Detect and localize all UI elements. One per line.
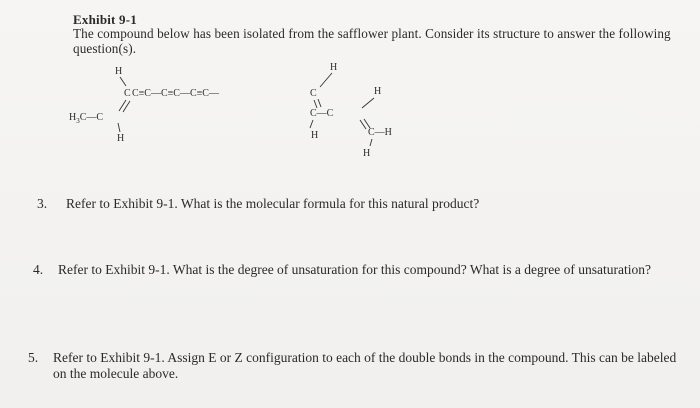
atom-h-bottom-right: H <box>363 148 371 159</box>
molecule-structure <box>60 58 420 168</box>
atom-h-right: H <box>374 86 382 97</box>
question-text: Refer to Exhibit 9-1. Assign E or Z configuration to each of the double bonds in the compound. This can be labeled on the molecule above. <box>53 350 677 381</box>
bond-line <box>310 120 313 128</box>
atom-c-alkene-2: C <box>310 88 317 99</box>
question-number: 5. <box>28 350 39 365</box>
atom-h-top-left: H <box>115 66 123 77</box>
bond-line <box>120 77 126 86</box>
bond-line <box>318 99 321 107</box>
exhibit-intro: The compound below has been isolated from the safflower plant. Consider its structure to answer the following question(s). <box>73 26 671 56</box>
atom-h-bottom-left: H <box>117 133 125 144</box>
bond-line <box>362 98 374 108</box>
bond-line <box>320 73 332 87</box>
atom-c-terminal: C—H <box>368 127 392 138</box>
bond-line <box>370 139 372 146</box>
bond-line <box>118 123 120 132</box>
atom-h3c: $H_3C—C$ <box>69 112 104 125</box>
atom-c-alkene-1: C <box>124 88 131 99</box>
question-number: 3. <box>37 196 48 211</box>
question-text: Refer to Exhibit 9-1. What is the degree of unsaturation for this compound? What is a degree of unsaturation? <box>58 262 651 277</box>
bond-line <box>314 100 317 108</box>
atom-h-mid-bottom: H <box>311 130 319 141</box>
triple-bond-chain: C≡C—C≡C—C≡C— <box>132 88 219 99</box>
atom-h-top-right: H <box>330 62 338 73</box>
exhibit-title: Exhibit 9-1 <box>73 12 137 27</box>
question-number: 4. <box>33 262 44 277</box>
atom-c-c-middle: C—C <box>310 108 334 119</box>
question-text: Refer to Exhibit 9-1. What is the molecular formula for this natural product? <box>66 196 480 211</box>
